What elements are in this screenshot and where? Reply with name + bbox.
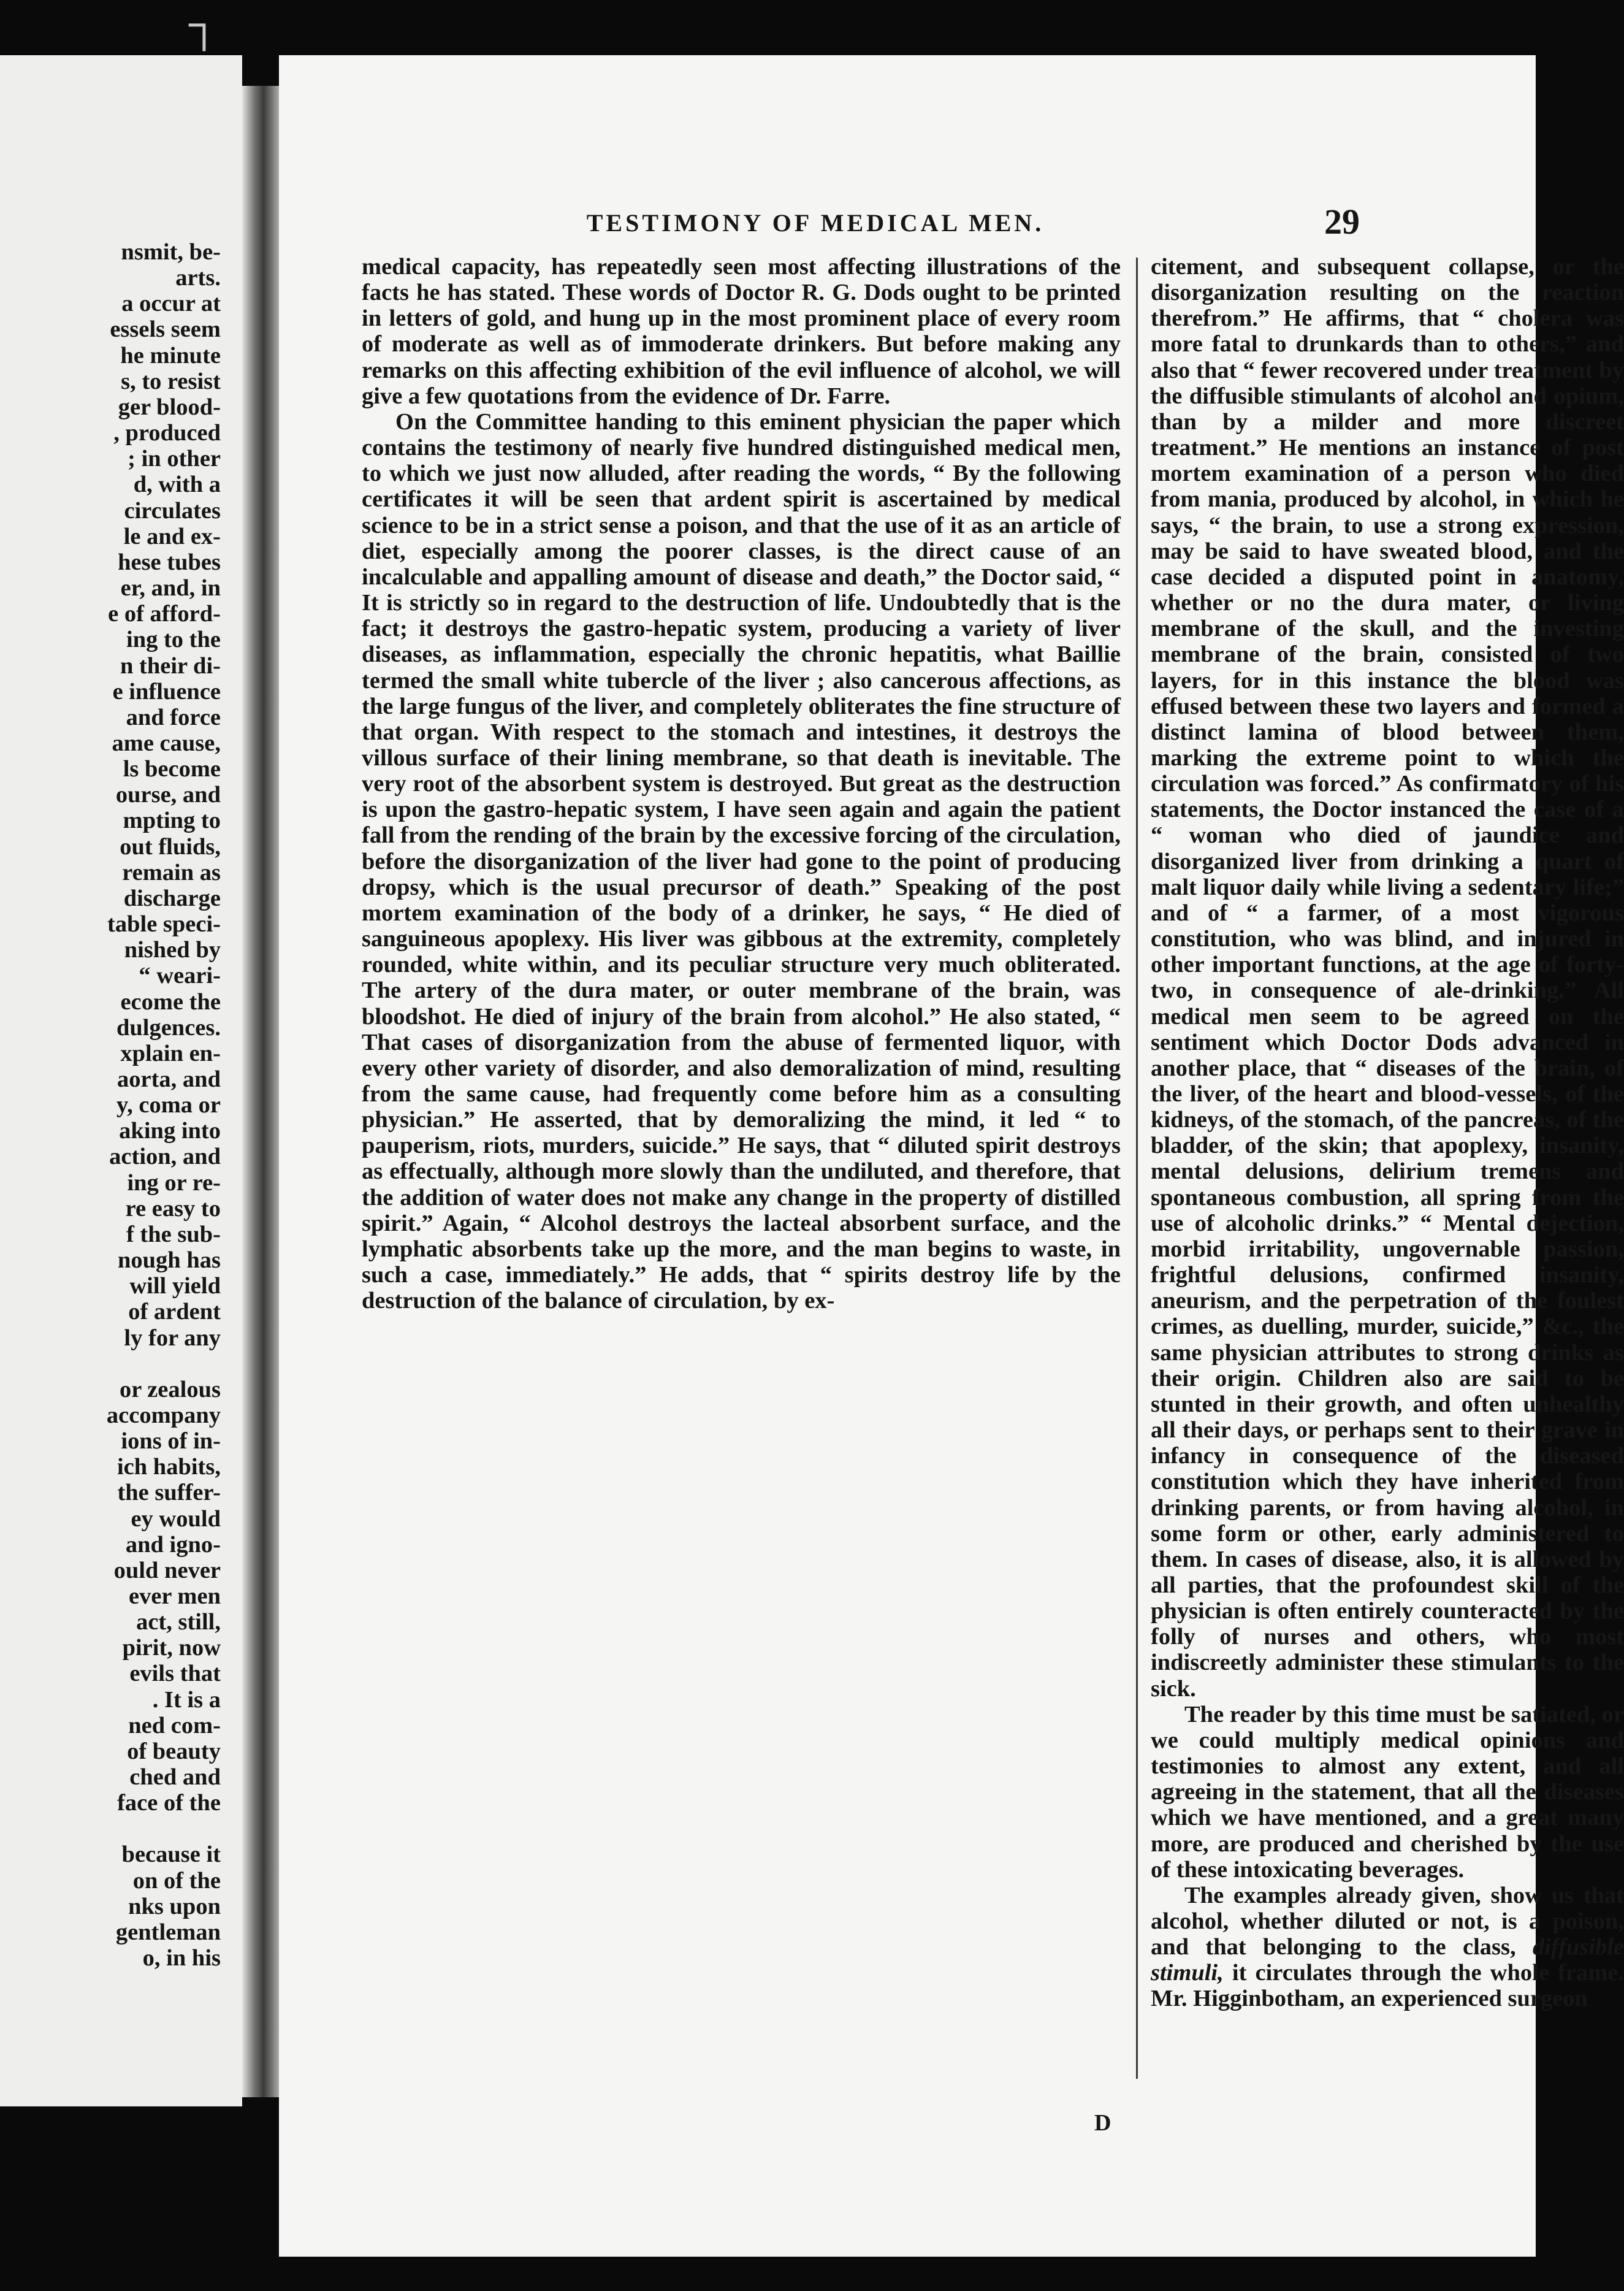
paragraph-text: it circulates through the whole frame. Mr. Higginbotham, an experienced surgeon — [1151, 1960, 1624, 2012]
paragraph: On the Committee handing to this eminent physician the paper which contains the testimony of nearly five hundred distinguished medical men, to which we just now alluded, after reading the words, “ By the following certificates it will be seen that ardent spirit is ascertained by medical science to be in a strict sense a poison, and that the use of it as an article of diet, especially among the poorer classes, is the direct cause of an incalculable and appalling amount of disease and death,” the Doctor said, “ It is strictly so in regard to the destruction of life. Undoubtedly that is the fact; it destroys the gastro-hepatic system, producing a variety of liver diseases, as inflammation, especially the chronic hepatitis, what Baillie termed the small white tubercle of the liver ; also cancerous affections, as the large fungus of the liver, and completely obliterates the fine structure of that organ. With respect to the stomach and intestines, it destroys the villous surface of their lining membrane, so that death is inevitable. The very root of the absorbent system is destroyed. But great as the destruction is upon the gastro-hepatic system, I have seen again and again the patient fall from the rending of the brain by the excessive forcing of the circulation, before the disorganization of the liver had gone to the point of producing dropsy, which is the usual precursor of death.” Speaking of the post mortem examination of the body of a drinker, he says, “ He died of sanguineous apoplexy. His liver was gibbous at the extremity, completely rounded, white within, and its peculiar structure very much obliterated. The artery of the dura mater, or outer membrane of the brain, was bloodshot. He died of injury of the brain from alcohol.” He also stated, “ That cases of disorganization from the abuse of fermented liquor, with every other variety of disorder, and also demoralization of mind, resulting from the same cause, had frequently come before him as a consulting physician.” He asserted, that by demoralizing the mind, it led “ to pauperism, riots, murders, suicide.” He says, that “ diluted spirit destroys as effectually, although more slowly than the undiluted, and therefore, that the addition of water does not make any change in the property of distilled spirit.” Again, “ Alcohol destroys the lacteal absorbent surface, and the lymphatic absorbents take up the more, and the man begins to waste, in such a case, immediately.” He adds, that “ spirits destroy life by the destruction of the balance of circulation, by ex- — [362, 408, 1121, 1314]
text-line: mpting to — [123, 808, 221, 834]
text-line: circulates — [124, 497, 221, 524]
column-divider — [1136, 258, 1138, 2079]
text-line: ourse, and — [115, 782, 221, 808]
text-line: ls become — [123, 756, 221, 782]
text-line: a occur at — [121, 291, 221, 317]
text-line: ould never — [113, 1557, 221, 1583]
text-line: ever men — [128, 1583, 221, 1609]
text-line: hese tubes — [118, 549, 221, 575]
text-line: and force — [126, 704, 221, 730]
text-line: accompany — [106, 1402, 221, 1428]
text-line: ly for any — [124, 1325, 221, 1351]
text-line: and igno- — [125, 1531, 221, 1558]
text-line: ame cause, — [112, 730, 221, 756]
text-line: ecome the — [120, 989, 221, 1015]
text-line: because it — [121, 1842, 221, 1868]
text-line: the suffer- — [117, 1480, 221, 1506]
text-line: essels seem — [110, 316, 221, 343]
text-line: of ardent — [128, 1299, 221, 1325]
text-line: arts. — [175, 265, 221, 291]
paragraph-text: The examples already given, show us that alcohol, whether diluted or not, is a poison, and that belonging to the class, — [1151, 1882, 1624, 1960]
line-gap — [0, 1816, 221, 1842]
text-line: dulgences. — [116, 1014, 221, 1041]
text-line: le and ex- — [123, 523, 221, 549]
text-column-left — [362, 254, 1121, 1314]
current-page — [279, 55, 1624, 2257]
text-line: ned com- — [128, 1712, 221, 1738]
text-line: he minute — [120, 342, 221, 369]
text-line: ched and — [129, 1764, 221, 1791]
text-line: or zealous — [119, 1376, 221, 1402]
text-line: nks upon — [128, 1893, 221, 1919]
paragraph: citement, and subsequent collapse, or the disorganization resulting on the reaction therefrom.” He affirms, that “ cholera was more fatal to drunkards than to others,” and also that “ fewer recovered under treatment by the diffusible stimulants of alcohol and opium, than by a milder and more discreet treatment.” He mentions an instance of post mortem examination of a person who died from mania, produced by alcohol, in which he says, “ the brain, to use a strong expression, may be said to have sweated blood, and the case decided a disputed point in anatomy, whether or no the dura mater, or living membrane of the skull, and the investing membrane of the brain, consisted of two layers, for in this instance the blood was effused between these two layers and formed a distinct lamina of blood between them, marking the extreme point to which the circulation was forced.” As confirmatory of his statements, the Doctor instanced the case of a “ woman who died of jaundice and disorganized liver from drinking a quart of malt liquor daily while living a sedentary life;” and of “ a farmer, of a most vigorous constitution, who was blind, and injured in other important functions, at the age of forty-two, in consequence of ale-drinking.” All medical men seem to be agreed on the sentiment which Doctor Dods advanced in another place, that “ diseases of the brain, of the liver, of the heart and blood-vessels, of the kidneys, of the stomach, of the pancreas, of the bladder, of the skin; that apoplexy, insanity, mental delusions, delirium tremens and spontaneous combustion, all spring from the use of alcoholic drinks.” “ Mental dejection, morbid irritability, ungovernable passion, frightful delusions, confirmed insanity, aneurism, and the perpetration of the foulest crimes, as duelling, murder, suicide,” &c., the same physician attributes to strong drinks as their origin. Children also are said to be stunted in their growth, and often unhealthy all their days, or perhaps sent to their grave in infancy in consequence of the diseased constitution which they have inherited from drinking parents, or from having alcohol, in some form or other, early administered to them. In cases of disease, also, it is allowed by all parties, that the profoundest skill of the physician is often entirely counteracted by the folly of nurses and others, who most indiscreetly administer these stimulants to the sick. — [1151, 254, 1624, 1702]
text-line: e of afford- — [108, 601, 221, 627]
text-line: aking into — [119, 1118, 221, 1144]
text-column-right — [1151, 254, 1624, 2012]
text-line: evils that — [129, 1661, 221, 1687]
line-gap — [0, 1351, 221, 1377]
edge-mark: ┐ — [189, 1, 219, 48]
signature-mark: D — [1094, 2110, 1111, 2136]
text-line: ; in other — [128, 446, 221, 472]
text-line: e influence — [112, 678, 221, 705]
text-line: er, and, in — [120, 575, 221, 602]
text-line: n their di- — [120, 652, 221, 679]
text-line: ey would — [131, 1505, 221, 1532]
text-line: f the sub- — [126, 1221, 221, 1247]
text-line: o, in his — [142, 1945, 221, 1971]
text-line: s, to resist — [121, 368, 221, 394]
text-line: act, still, — [136, 1609, 221, 1635]
text-line: face of the — [117, 1790, 221, 1816]
text-line: xplain en- — [120, 1040, 221, 1066]
text-line: pirit, now — [122, 1635, 221, 1661]
text-line: y, coma or — [116, 1092, 221, 1119]
text-line: gentleman — [115, 1919, 221, 1945]
text-line: nished by — [124, 937, 221, 963]
text-line: of beauty — [127, 1738, 221, 1764]
text-line: ger blood- — [118, 394, 221, 420]
text-line: action, and — [109, 1144, 221, 1170]
paragraph: The reader by this time must be satiated, or we could multiply medical opinions and testimonies to almost any extent, and all agreeing in the statement, that all the diseases which we have mentioned, and a great many more, are produced and cherished by the use of these intoxicating beverages. — [1151, 1701, 1624, 1883]
text-line: nsmit, be- — [121, 239, 221, 265]
text-line: will yield — [129, 1273, 221, 1299]
text-line: remain as — [122, 859, 221, 885]
page-number: 29 — [1324, 202, 1360, 242]
text-line: re easy to — [125, 1195, 221, 1222]
paragraph: medical capacity, has repeatedly seen most affecting illustrations of the facts he has stated. These words of Doctor R. G. Dods ought to be printed in letters of gold, and hung up in the most prominent place of every room of moderate as well as of immoderate drinkers. But before making any remarks on this affecting exhibition of the evil influence of alcohol, we will give a few quotations from the evidence of Dr. Farre. — [362, 254, 1121, 409]
previous-page-fragment — [0, 55, 242, 2106]
text-line: , produced — [113, 420, 221, 446]
text-line: out fluids, — [120, 833, 221, 860]
text-line: ing or re- — [127, 1169, 221, 1196]
running-head: TESTIMONY OF MEDICAL MEN. — [586, 209, 1045, 237]
text-line: on of the — [132, 1867, 221, 1894]
text-line: ich habits, — [116, 1454, 221, 1480]
text-line: . It is a — [152, 1686, 221, 1713]
text-line: ions of in- — [121, 1428, 221, 1455]
text-line: “ weari- — [139, 963, 221, 989]
text-line: table speci- — [107, 911, 221, 938]
italic-term: diffusible stimuli, — [1151, 1934, 1624, 1986]
text-line: nough has — [117, 1247, 221, 1274]
paragraph — [1151, 1883, 1624, 2012]
text-line: aorta, and — [117, 1066, 221, 1092]
left-page-text-column — [0, 239, 221, 1971]
text-line: discharge — [123, 885, 221, 911]
text-line: d, with a — [133, 472, 221, 498]
text-line: ing to the — [126, 627, 221, 653]
